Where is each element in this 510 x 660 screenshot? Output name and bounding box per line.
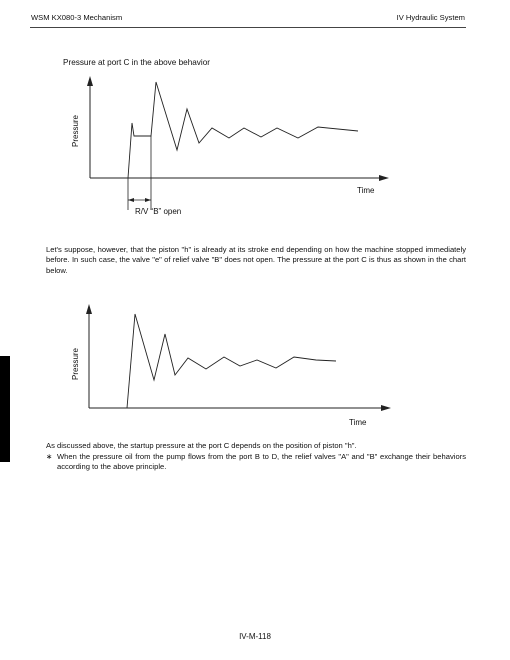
- figure2-xlabel: Time: [349, 418, 367, 427]
- figure1-x-arrow: [379, 175, 389, 181]
- figure1-ylabel: Pressure: [71, 114, 80, 148]
- figure1-dimension-arrow-left: [128, 198, 134, 202]
- header-left: WSM KX080-3 Mechanism: [31, 13, 123, 22]
- paragraph-1: Let's suppose, however, that the piston "h" is already at its stroke end depending on how the machine stopped immediately before. In such case, the valve "e" of relief valve "B" does not open. The pressure at the port C is thus as shown in the chart below.: [46, 245, 466, 275]
- figure1-pressure-curve: [128, 82, 358, 178]
- note-text: When the pressure oil from the pump flows from the port B to D, the relief valves "A" and "B" exchange their behaviors according to the above principle.: [57, 452, 466, 472]
- header-rule: [30, 27, 466, 28]
- figure1-chart: [0, 70, 510, 220]
- note-marker: ∗: [46, 452, 53, 461]
- figure1-dimension-arrow-right: [145, 198, 151, 202]
- figure2-chart: [0, 300, 510, 430]
- figure2-y-arrow: [86, 304, 92, 314]
- figure1-caption: Pressure at port C in the above behavior: [63, 58, 211, 67]
- paragraph-2: As discussed above, the startup pressure at the port C depends on the position of piston "h".: [46, 441, 357, 450]
- note: [46, 452, 466, 473]
- figure1-annotation: R/V “B” open: [135, 207, 182, 216]
- header-right: IV Hydraulic System: [396, 13, 465, 22]
- figure1-xlabel: Time: [357, 186, 375, 195]
- figure2-ylabel: Pressure: [71, 347, 80, 381]
- figure2-x-arrow: [381, 405, 391, 411]
- page-number: IV-M-118: [239, 632, 271, 641]
- figure1-y-arrow: [87, 76, 93, 86]
- figure2-pressure-curve: [127, 314, 336, 408]
